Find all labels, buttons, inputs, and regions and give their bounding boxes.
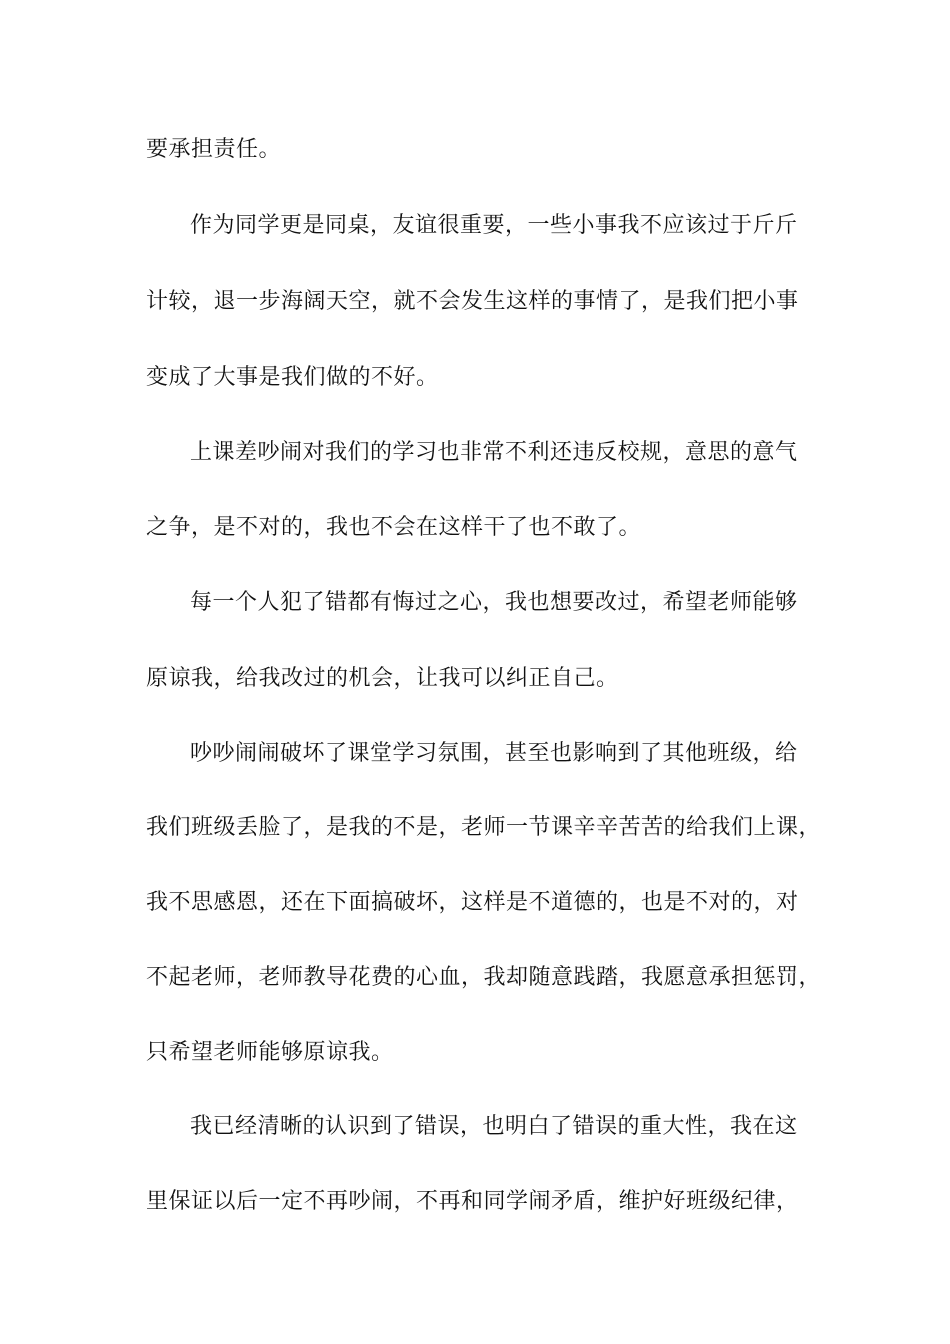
text-line: 我们班级丢脸了，是我的不是，老师一节课辛辛苦苦的给我们上课，: [146, 815, 822, 840]
paragraph-start-line: 吵吵闹闹破坏了课堂学习氛围，甚至也影响到了其他班级，给: [190, 741, 798, 766]
paragraph-start-line: 作为同学更是同桌，友谊很重要，一些小事我不应该过于斤斤: [190, 213, 798, 238]
text-line: 只希望老师能够原谅我。: [146, 1040, 394, 1065]
paragraph-start-line: 每一个人犯了错都有悔过之心，我也想要改过，希望老师能够: [190, 590, 798, 615]
text-line: 不起老师，老师教导花费的心血，我却随意践踏，我愿意承担惩罚，: [146, 965, 822, 990]
paragraph-start-line: 上课差吵闹对我们的学习也非常不利还违反校规，意思的意气: [190, 440, 798, 465]
text-line: 变成了大事是我们做的不好。: [146, 365, 439, 390]
text-line: 我不思感恩，还在下面搞破坏，这样是不道德的，也是不对的，对: [146, 890, 799, 915]
text-line: 之争，是不对的，我也不会在这样干了也不敢了。: [146, 515, 642, 540]
text-line: 要承担责任。: [146, 137, 282, 162]
text-line: 计较，退一步海阔天空，就不会发生这样的事情了，是我们把小事: [146, 289, 799, 314]
text-line: 里保证以后一定不再吵闹，不再和同学闹矛盾，维护好班级纪律，: [146, 1189, 799, 1214]
paragraph-start-line: 我已经清晰的认识到了错误，也明白了错误的重大性，我在这: [190, 1114, 798, 1139]
text-line: 原谅我，给我改过的机会，让我可以纠正自己。: [146, 666, 619, 691]
